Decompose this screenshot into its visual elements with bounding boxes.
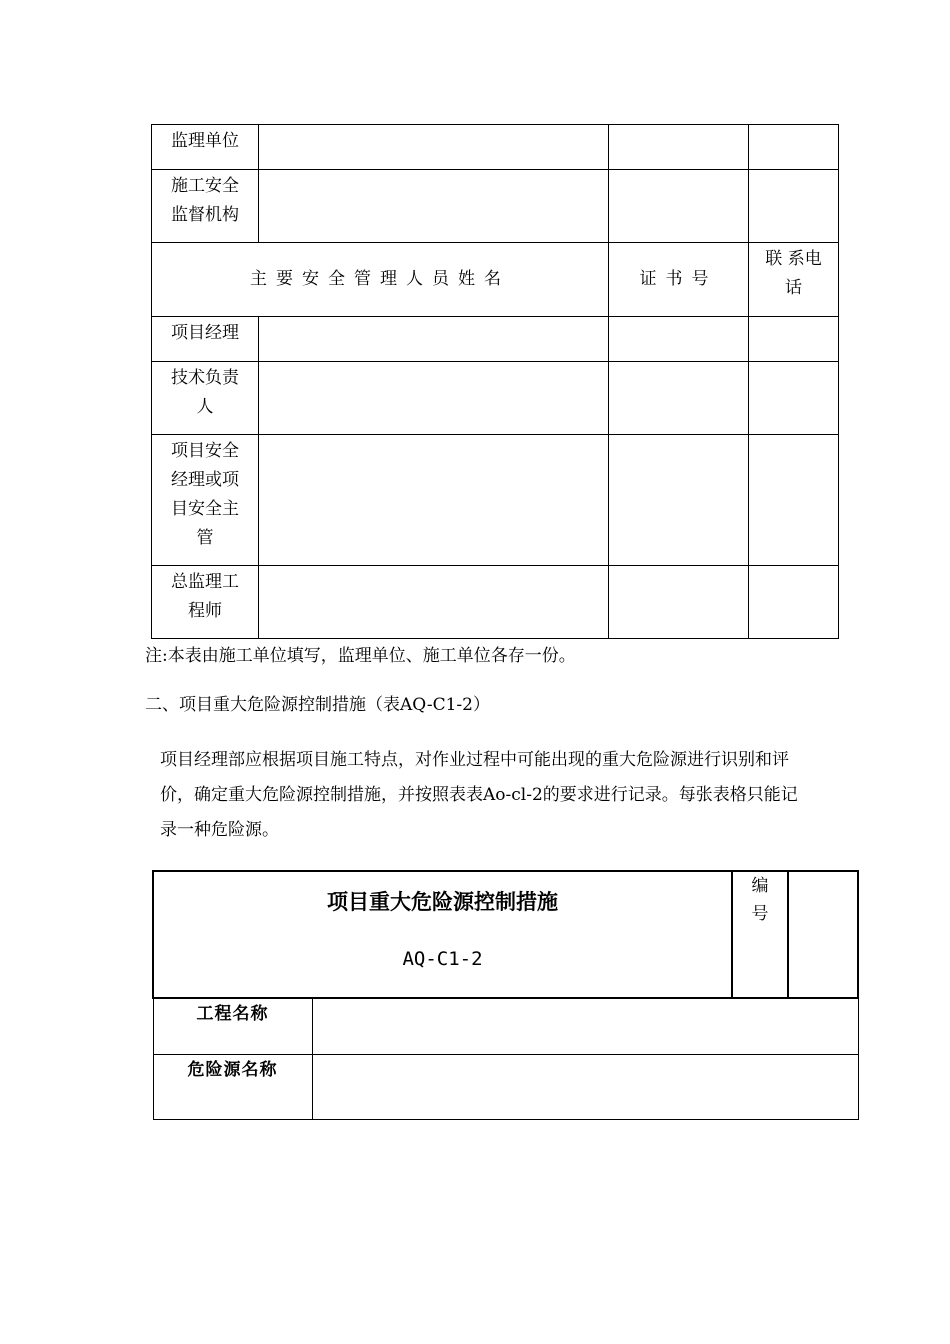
form-title-cell	[153, 871, 732, 998]
supervision-unit-cert-cell[interactable]	[609, 125, 749, 170]
hazard-control-form	[152, 870, 859, 1120]
number-label: 编 号	[732, 871, 788, 998]
project-name-field[interactable]	[312, 998, 858, 1054]
hazard-name-label: 危险源名称	[153, 1054, 312, 1119]
form-title: 项目重大危险源控制措施	[327, 890, 558, 914]
safety-supervision-agency-cert-cell[interactable]	[609, 170, 749, 243]
technical-lead-label: 技术负责 人	[152, 362, 259, 435]
contact-phone-header: 联 系电 话	[749, 243, 839, 317]
certificate-number-header: 证书号	[609, 243, 749, 317]
safety-manager-phone-field[interactable]	[749, 435, 839, 566]
technical-lead-phone-field[interactable]	[749, 362, 839, 435]
safety-supervision-agency-label: 施工安全 监督机构	[152, 170, 259, 243]
project-manager-cert-field[interactable]	[609, 317, 749, 362]
project-manager-name-field[interactable]	[259, 317, 609, 362]
technical-lead-cert-field[interactable]	[609, 362, 749, 435]
chief-supervisor-phone-field[interactable]	[749, 566, 839, 639]
safety-manager-label: 项目安全 经理或项 目安全主 管	[152, 435, 259, 566]
supervision-unit-phone-cell[interactable]	[749, 125, 839, 170]
safety-supervision-agency-field[interactable]	[259, 170, 609, 243]
project-name-label: 工程名称	[153, 998, 312, 1054]
form-code: AQ-C1-2	[402, 948, 483, 970]
number-field[interactable]	[788, 871, 858, 998]
supervision-unit-field[interactable]	[259, 125, 609, 170]
registration-table	[151, 124, 839, 639]
safety-supervision-agency-phone-cell[interactable]	[749, 170, 839, 243]
chief-supervisor-label: 总监理工 程师	[152, 566, 259, 639]
supervision-unit-label: 监理单位	[152, 125, 259, 170]
table-note: 注:本表由施工单位填写，监理单位、施工单位各存一份。	[145, 646, 576, 666]
safety-manager-name-field[interactable]	[259, 435, 609, 566]
section-title: 二、项目重大危险源控制措施（表AQ-C1-2）	[145, 695, 490, 715]
staff-names-header: 主要安全管理人员姓名	[152, 243, 609, 317]
safety-manager-cert-field[interactable]	[609, 435, 749, 566]
instruction-paragraph: 项目经理部应根据项目施工特点，对作业过程中可能出现的重大危险源进行识别和评价，确定重大危险源控制措施，并按照表表Ao-cl-2的要求进行记录。每张表格只能记录一种危险源。	[160, 750, 798, 840]
hazard-name-field[interactable]	[312, 1054, 858, 1119]
project-manager-label: 项目经理	[152, 317, 259, 362]
technical-lead-name-field[interactable]	[259, 362, 609, 435]
chief-supervisor-name-field[interactable]	[259, 566, 609, 639]
chief-supervisor-cert-field[interactable]	[609, 566, 749, 639]
project-manager-phone-field[interactable]	[749, 317, 839, 362]
